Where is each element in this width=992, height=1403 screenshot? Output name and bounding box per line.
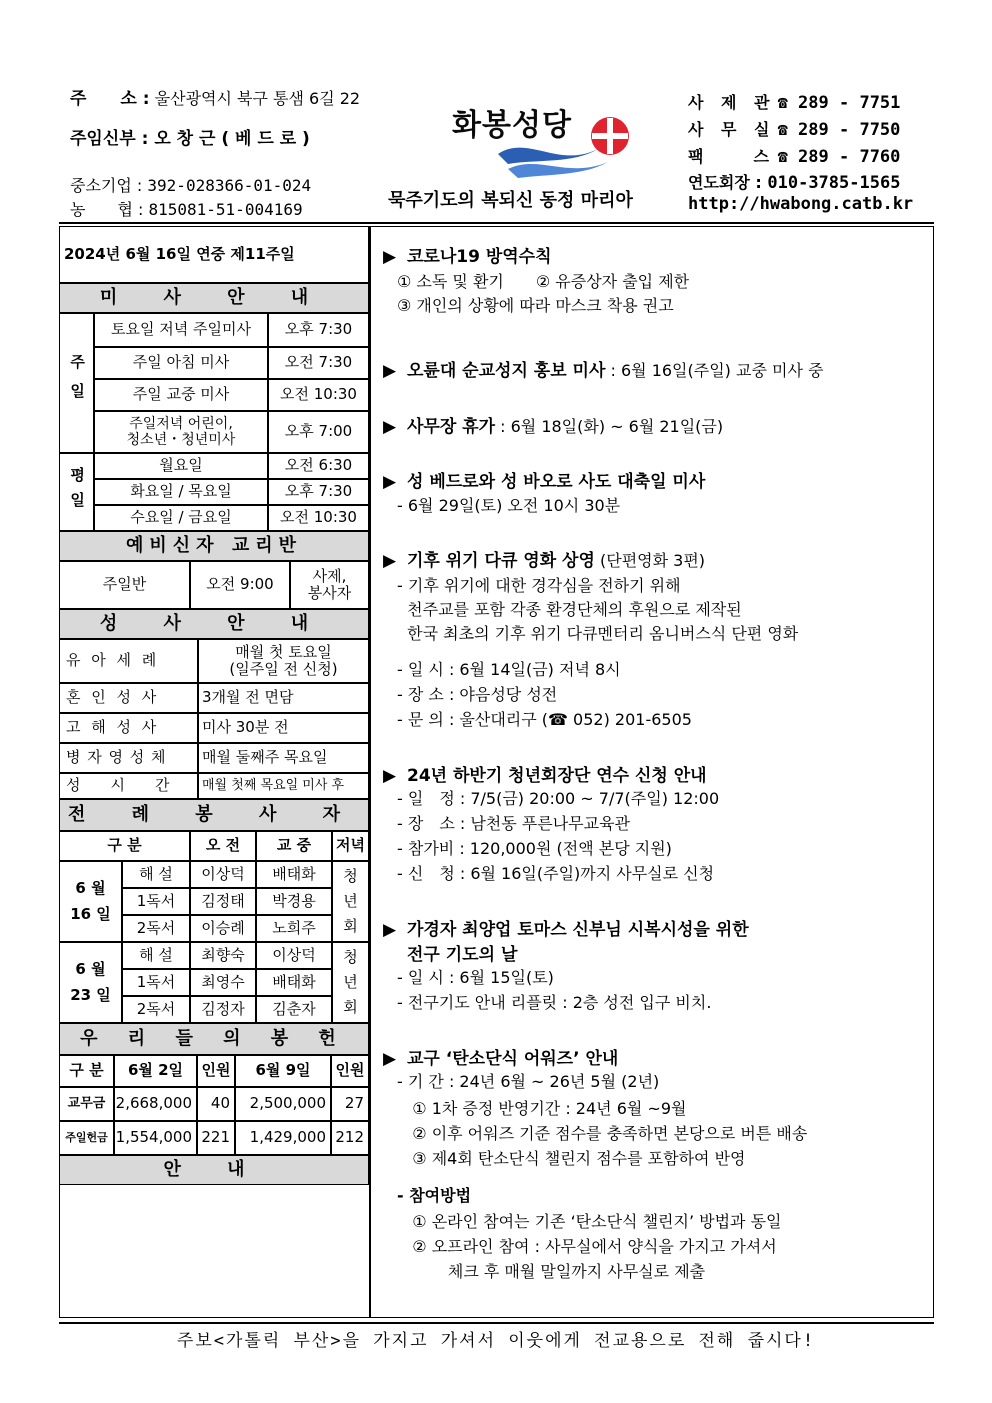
- triangle-bullet-icon: ▶: [383, 417, 397, 437]
- announcement-line: - 6월 29일(토) 오전 10시 30분: [397, 496, 621, 515]
- catechumen-title: 예비신자 교리반: [60, 531, 369, 561]
- announcement-line: - 장 소 : 남천동 푸른나무교육관: [397, 814, 630, 833]
- ministry-am: 김정자: [190, 996, 256, 1023]
- offering-count: 212: [331, 1121, 369, 1155]
- triangle-bullet-icon: ▶: [383, 920, 397, 940]
- footer-message: 주보<가톨릭 부산>을 가지고 가셔서 이웃에게 전교용으로 전해 줍시다!: [176, 1331, 816, 1351]
- offering-label: 교무금: [60, 1087, 114, 1121]
- ministry-role: 2독서: [122, 996, 190, 1023]
- sunday-label: 주일: [60, 313, 94, 453]
- sacrament-info: 미사 30분 전: [198, 713, 369, 743]
- announcement-heading: ▶ 가경자 최양업 토마스 신부님 시복시성을 위한: [383, 920, 749, 940]
- triangle-bullet-icon: ▶: [383, 551, 397, 571]
- announcement-line: - 참여방법: [397, 1186, 472, 1205]
- mass-name: 수요일 / 금요일: [94, 505, 268, 531]
- offering-label: 주일헌금: [60, 1121, 114, 1155]
- sacrament-name: 성 시 간: [60, 773, 198, 799]
- offering-amount: 1,429,000: [235, 1121, 331, 1155]
- notice-title: 안 내: [60, 1155, 369, 1185]
- sacrament-info: 매월 둘째주 목요일: [198, 743, 369, 773]
- announcement-line: 한국 최초의 기후 위기 다큐멘터리 옴니버스식 단편 영화: [397, 624, 799, 643]
- mass-time: 오전 6:30: [268, 453, 369, 479]
- pastor-name: 오 창 근 ( 베 드 로 ): [154, 129, 310, 149]
- date-title: 2024년 6월 16일 연중 제11주일: [60, 227, 369, 283]
- catechumen-teacher: 사제, 봉사자: [290, 561, 369, 609]
- announcement-line: ① 1차 증정 반영기간 : 24년 6월 ~9월: [397, 1099, 687, 1118]
- mass-time: 오후 7:30: [268, 313, 369, 347]
- address: 울산광역시 북구 통샘 6길 22: [154, 89, 361, 108]
- ministry-date: 6 월 23 일: [60, 942, 122, 1023]
- pastor-row: 주임신부 : 오 창 근 ( 베 드 로 ): [70, 129, 310, 149]
- mass-name: 주일저녁 어린이, 청소년・청년미사: [94, 411, 268, 453]
- offering-count: 221: [197, 1121, 235, 1155]
- website-link[interactable]: http://hwabong.catb.kr: [688, 194, 914, 214]
- catechumen-class: 주일반: [60, 561, 190, 609]
- mass-time: 오전 10:30: [268, 505, 369, 531]
- ministry-date: 6 월 16 일: [60, 861, 122, 942]
- ministry-role: 해 설: [122, 861, 190, 888]
- announcement-heading: ▶ 기후 위기 다큐 영화 상영 (단편영화 3편): [383, 551, 706, 571]
- ministry-evening: 청 년 회: [332, 861, 369, 942]
- ministry-main: 배태화: [256, 861, 332, 888]
- offering-header: 6월 9일: [235, 1055, 331, 1087]
- sacrament-info: 매월 첫 토요일 (일주일 전 신청): [198, 639, 369, 683]
- triangle-bullet-icon: ▶: [383, 1049, 397, 1069]
- announcement-line: - 참가비 : 120,000원 (전액 본당 지원): [397, 839, 672, 858]
- offering-amount: 1,554,000: [114, 1121, 197, 1155]
- ministry-header: 교 중: [256, 831, 332, 861]
- footer-divider: [59, 1322, 934, 1324]
- announcement-heading: ▶ 사무장 휴가 : 6월 18일(화) ~ 6월 21일(금): [383, 417, 724, 437]
- ministry-main: 이상덕: [256, 942, 332, 969]
- announcement-line: ① 소독 및 환기 ② 유증상자 출입 제한: [397, 272, 690, 291]
- patron-saint: 묵주기도의 복되신 동정 마리아: [388, 190, 633, 211]
- mass-time: 오전 7:30: [268, 347, 369, 379]
- ministry-evening: 청 년 회: [332, 942, 369, 1023]
- triangle-bullet-icon: ▶: [383, 361, 397, 381]
- account-row-1: 중소기업 : 392-028366-01-024: [70, 176, 312, 195]
- announcement-line: 천주교를 포함 각종 환경단체의 후원으로 제작된: [397, 600, 742, 619]
- announcement-line: - 기후 위기에 대한 경각심을 전하기 위해: [397, 576, 681, 595]
- ministry-main: 노희주: [256, 915, 332, 942]
- announcement-line: ③ 개인의 상황에 따라 마스크 착용 권고: [397, 296, 674, 315]
- ministry-header: 저녁: [332, 831, 369, 861]
- announcement-heading: ▶ 오륜대 순교성지 홍보 미사 : 6월 16일(주일) 교중 미사 중: [383, 361, 824, 381]
- contact-office: 사 무 실 ☎ 289 - 7750: [688, 120, 901, 140]
- triangle-bullet-icon: ▶: [383, 247, 397, 267]
- offering-header: 인원: [197, 1055, 235, 1087]
- announcement-line: - 신 청 : 6월 16일(주일)까지 사무실로 신청: [397, 864, 715, 883]
- ministry-main: 김춘자: [256, 996, 332, 1023]
- catechumen-time: 오전 9:00: [190, 561, 290, 609]
- announcement-line: - 전구기도 안내 리플릿 : 2층 성전 입구 비치.: [397, 993, 712, 1012]
- announcement-heading: ▶ 24년 하반기 청년회장단 연수 신청 안내: [383, 766, 707, 786]
- contact-rectory: 사 제 관 ☎ 289 - 7751: [688, 93, 901, 113]
- mass-name: 주일 아침 미사: [94, 347, 268, 379]
- offering-amount: 2,500,000: [235, 1087, 331, 1121]
- offering-title: 우 리 들 의 봉 헌: [60, 1023, 369, 1055]
- sacrament-title: 성 사 안 내: [60, 609, 369, 639]
- ministry-main: 박경용: [256, 888, 332, 915]
- sacrament-name: 혼 인 성 사: [60, 683, 198, 713]
- offering-header: 인원: [331, 1055, 369, 1087]
- mass-schedule-title: 미 사 안 내: [60, 283, 369, 313]
- ministry-am: 이승례: [190, 915, 256, 942]
- announcement-line: 체크 후 매월 말일까지 사무실로 제출: [397, 1262, 706, 1281]
- church-name: 화봉성당: [452, 108, 572, 143]
- announcement-line: - 일 시 : 6월 15일(토): [397, 968, 554, 987]
- account-number-1: 392-028366-01-024: [147, 176, 312, 195]
- mass-time: 오후 7:30: [268, 479, 369, 505]
- contact-fax: 팩 스 ☎ 289 - 7760: [688, 147, 901, 167]
- ministry-am: 이상덕: [190, 861, 256, 888]
- mass-name: 주일 교중 미사: [94, 379, 268, 411]
- ministry-role: 1독서: [122, 969, 190, 996]
- sacrament-name: 유 아 세 례: [60, 639, 198, 683]
- announcement-line: - 문 의 : 울산대리구 (☎ 052) 201-6505: [397, 710, 692, 729]
- ministry-am: 김정태: [190, 888, 256, 915]
- contact-rep: 연도회장 : 010-3785-1565: [688, 173, 901, 193]
- announcement-line: ② 오프라인 참여 : 사무실에서 양식을 가지고 가셔서: [397, 1237, 777, 1256]
- sacrament-info: 매월 첫째 목요일 미사 후: [198, 773, 369, 799]
- announcement-line: ② 이후 어워즈 기준 점수를 충족하면 본당으로 버튼 배송: [397, 1124, 808, 1143]
- announcement-heading: ▶ 코로나19 방역수칙: [383, 247, 552, 267]
- triangle-bullet-icon: ▶: [383, 472, 397, 492]
- account-row-2: 농 협 : 815081-51-004169: [70, 200, 303, 219]
- address-row: 주 소 : 울산광역시 북구 통샘 6길 22: [70, 89, 361, 109]
- offering-header: 6월 2일: [114, 1055, 197, 1087]
- ministry-header: 오 전: [190, 831, 256, 861]
- account-number-2: 815081-51-004169: [148, 200, 303, 219]
- mass-name: 화요일 / 목요일: [94, 479, 268, 505]
- announcement-line: - 일 시 : 6월 14일(금) 저녁 8시: [397, 660, 621, 679]
- header-divider: [59, 222, 934, 224]
- ministry-title: 전 례 봉 사 자: [60, 799, 369, 831]
- mass-name: 토요일 저녁 주일미사: [94, 313, 268, 347]
- offering-amount: 2,668,000: [114, 1087, 197, 1121]
- church-logo-icon: [488, 114, 638, 184]
- ministry-role: 1독서: [122, 888, 190, 915]
- announcement-line: ③ 제4회 탄소단식 챌린지 점수를 포함하여 반영: [397, 1149, 746, 1168]
- mass-name: 월요일: [94, 453, 268, 479]
- offering-count: 27: [331, 1087, 369, 1121]
- announcement-subheading: 전구 기도의 날: [407, 945, 518, 965]
- announcement-line: - 장 소 : 야음성당 성전: [397, 685, 558, 704]
- column-divider: [369, 226, 371, 1318]
- ministry-am: 최영수: [190, 969, 256, 996]
- weekday-label: 평일: [60, 453, 94, 531]
- announcement-line: - 기 간 : 24년 6월 ~ 26년 5월 (2년): [397, 1072, 660, 1091]
- ministry-am: 최향숙: [190, 942, 256, 969]
- sacrament-name: 고 해 성 사: [60, 713, 198, 743]
- mass-time: 오후 7:00: [268, 411, 369, 453]
- announcement-line: ① 온라인 참여는 기존 ‘탄소단식 챌린지’ 방법과 동일: [397, 1212, 782, 1231]
- announcement-heading: ▶ 성 베드로와 성 바오로 사도 대축일 미사: [383, 472, 706, 492]
- announcement-heading: ▶ 교구 ‘탄소단식 어워즈’ 안내: [383, 1049, 619, 1069]
- sacrament-info: 3개월 전 면담: [198, 683, 369, 713]
- announcement-line: - 일 정 : 7/5(금) 20:00 ~ 7/7(주일) 12:00: [397, 789, 720, 808]
- sacrament-name: 병 자 영 성 체: [60, 743, 198, 773]
- ministry-role: 해 설: [122, 942, 190, 969]
- offering-count: 40: [197, 1087, 235, 1121]
- offering-header: 구 분: [60, 1055, 114, 1087]
- ministry-main: 배태화: [256, 969, 332, 996]
- ministry-role: 2독서: [122, 915, 190, 942]
- mass-time: 오전 10:30: [268, 379, 369, 411]
- ministry-header: 구 분: [60, 831, 190, 861]
- triangle-bullet-icon: ▶: [383, 766, 397, 786]
